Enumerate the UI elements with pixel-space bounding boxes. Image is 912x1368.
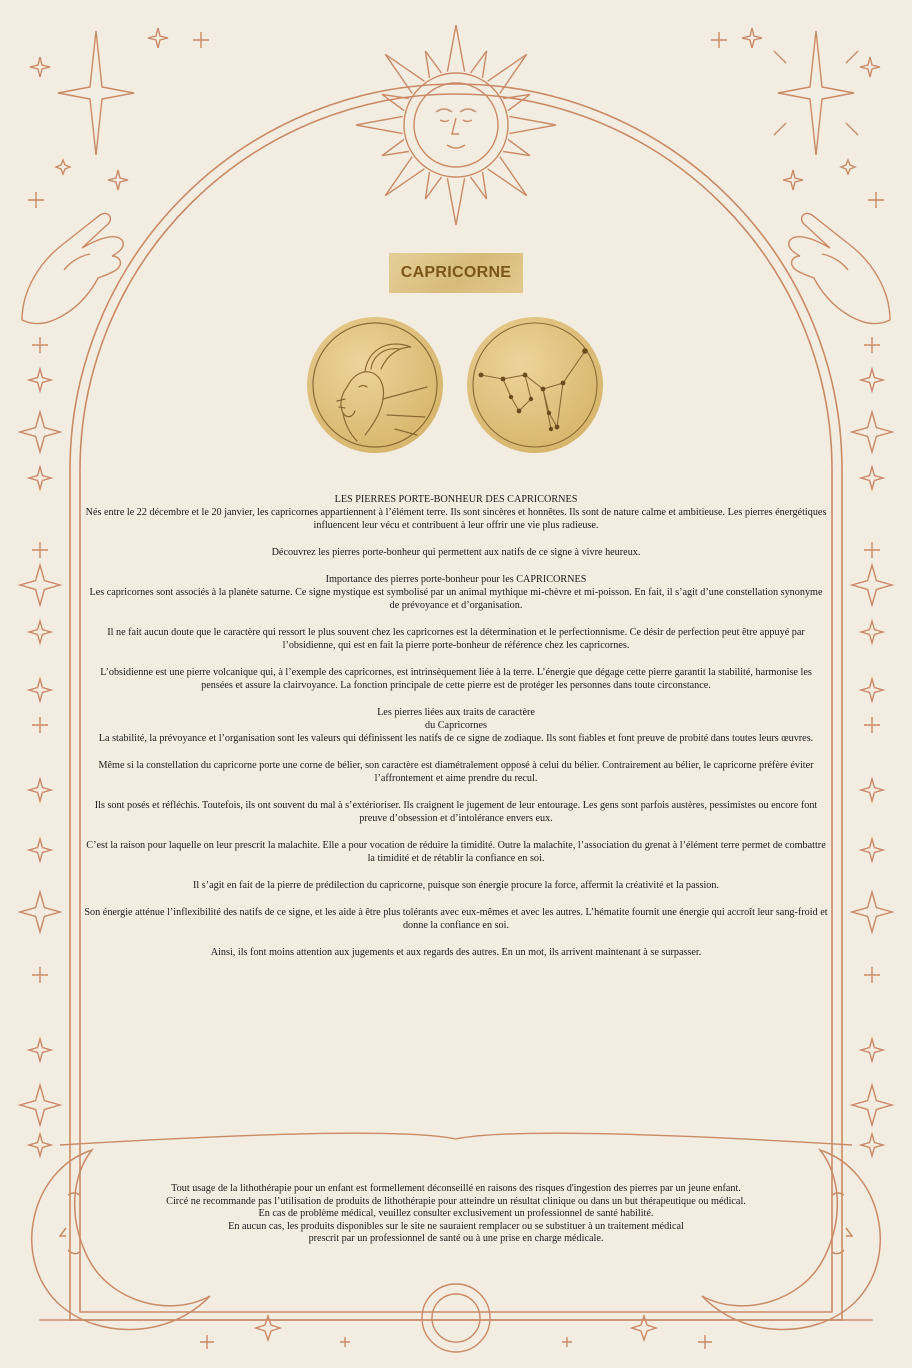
sparkle-icon: [56, 160, 70, 174]
sparkle-icon: [841, 160, 855, 174]
hand-icon: [22, 213, 123, 323]
section-11: [84, 906, 828, 932]
section-subheading: du Capricornes: [425, 720, 487, 731]
article-body: [84, 493, 828, 973]
sparkle-icon: [58, 31, 134, 155]
sparkle-icon: [852, 565, 892, 605]
disclaimer-line: prescrit par un professionnel de santé ou à une prise en charge médicale.: [308, 1233, 604, 1245]
section-text: Son énergie atténue l’inflexibilité des natifs de ce signe, et les aide à être plus tolérants avec eux-mêmes et avec les autres. L’hématite fournit une énergie qui accroît leur sang-froid et donne la confiance en soi.: [84, 907, 828, 931]
sparkle-icon: [861, 467, 883, 489]
sparkle-icon: [108, 170, 128, 190]
sparkle-icon: [861, 679, 883, 701]
ibex-icon: [307, 317, 443, 453]
constellation-icon: [467, 317, 603, 453]
section-3: [84, 573, 828, 612]
hand-icon: [789, 213, 890, 323]
ibex-medal: [307, 317, 443, 453]
section-text: L’obsidienne est une pierre volcanique qui, à l’exemple des capricornes, est intrinsèquement liée à la terre. L’énergie que dégage cette pierre garantit la stabilité, harmonise les pensées et assure la clairvoyance. La fonction principale de cette pierre est de protéger les personnes dans toute circonstance.: [100, 667, 812, 691]
sparkle-icon: [32, 967, 48, 983]
sparkle-icon: [860, 57, 880, 77]
sparkle-icon: [864, 717, 880, 733]
sparkle-icon: [29, 467, 51, 489]
sparkle-icon: [32, 717, 48, 733]
sun-icon: [356, 25, 556, 225]
section-10: [84, 879, 828, 892]
section-text: Nés entre le 22 décembre et le 20 janvier, les capricornes appartiennent à l’élément terre. Ils sont sincères et honnêtes. Ils sont de nature calme et ambitieuse. Les pierres énergétiques influencent leur vécu et contribuent à leur offrir une vie plus radieuse.: [85, 507, 827, 531]
disclaimer-line: En aucun cas, les produits disponibles sur le site ne sauraient remplacer ou se substituer à un traitement médical: [228, 1220, 684, 1232]
section-6: [84, 706, 828, 745]
title-badge: [389, 253, 523, 293]
sparkle-icon: [29, 839, 51, 861]
sparkle-icon: [29, 621, 51, 643]
disclaimer-line: En cas de problème médical, veuillez consulter exclusivement un professionnel de santé habilité.: [258, 1208, 654, 1220]
sparkle-icon: [861, 839, 883, 861]
page-title: CAPRICORNE: [400, 264, 512, 281]
section-text: La stabilité, la prévoyance et l’organisation sont les valeurs qui définissent les natifs de ce signe de zodiaque. Ils sont fiables et font preuve de probité dans toutes leurs œuvres.: [98, 733, 814, 744]
sparkle-icon: [852, 1085, 892, 1125]
sparkle-icon: [742, 28, 762, 48]
sparkle-icon: [30, 57, 50, 77]
section-8: [84, 799, 828, 825]
section-2: [84, 546, 828, 559]
section-text: Ainsi, ils font moins attention aux jugements et aux regards des autres. En un mot, ils arrivent maintenant à se surpasser.: [210, 947, 702, 958]
sparkle-icon: [29, 779, 51, 801]
sparkle-icon: [861, 621, 883, 643]
constellation-medal: [467, 317, 603, 453]
sparkle-icon: [861, 779, 883, 801]
sparkle-icon: [20, 565, 60, 605]
sparkle-icon: [864, 337, 880, 353]
sparkle-icon: [20, 892, 60, 932]
section-4: [84, 626, 828, 652]
sparkle-icon: [852, 892, 892, 932]
sparkle-icon: [32, 337, 48, 353]
sparkle-icon: [861, 1134, 883, 1156]
section-9: [84, 839, 828, 865]
sparkle-icon: [29, 369, 51, 391]
section-text: Il s’agit en fait de la pierre de prédilection du capricorne, puisque son énergie procure la force, affermit la créativité et la passion.: [192, 880, 720, 891]
disclaimer-line: Tout usage de la lithothérapie pour un enfant est formellement déconseillé en raisons des risques d'ingestion des pierres par un jeune enfant.: [171, 1183, 741, 1194]
section-text: Il ne fait aucun doute que le caractère qui ressort le plus souvent chez les capricornes est la détermination et le perfectionnisme. Ce désir de perfection peut être appuyé par l’obsidienne, qui est en fait la pierre porte-bonheur de référence chez les capricornes.: [107, 627, 805, 651]
sparkle-icon: [29, 679, 51, 701]
sparkle-icon: [864, 542, 880, 558]
section-text: Les capricornes sont associés à la planète saturne. Ce signe mystique est symbolisé par un animal mythique mi-chèvre et mi-poisson. En fait, il s’agit d’une constellation synonyme de prévoyance et d’organisation.: [89, 587, 823, 611]
sparkle-icon: [20, 412, 60, 452]
section-5: [84, 666, 828, 692]
sparkle-icon: [148, 28, 168, 48]
section-text: Même si la constellation du capricorne porte une corne de bélier, son caractère est diamétralement opposé à celui du bélier. Contrairement au bélier, le capricorne préfère éviter l’affrontement et aime prendre du recul.: [98, 760, 814, 784]
section-text: C’est la raison pour laquelle on leur prescrit la malachite. Elle a pour vocation de réduire la timidité. Outre la malachite, l’association du grenat à l’élément terre permet de combattre la timidité et de rétablir la confiance en soi.: [86, 840, 826, 864]
section-text: Ils sont posés et réfléchis. Toutefois, ils ont souvent du mal à s’extérioriser. Ils craignent le jugement de leur entourage. Les gens sont parfois austères, pessimistes ou encore font preuve d’obsession et d’intolérance envers eux.: [94, 800, 818, 824]
sparkle-icon: [861, 1039, 883, 1061]
sparkle-icon: [861, 369, 883, 391]
section-7: [84, 759, 828, 785]
disclaimer-line: Circé ne recommande pas l’utilisation de produits de lithothérapie pour atteindre un résultat clinique ou dans un but thérapeutique ou médical.: [166, 1195, 746, 1207]
sparkle-icon: [864, 967, 880, 983]
section-12: [84, 946, 828, 959]
sparkle-icon: [783, 170, 803, 190]
sparkle-icon: [29, 1134, 51, 1156]
disclaimer: [120, 1183, 792, 1246]
section-heading: Importance des pierres porte-bonheur pour les CAPRICORNES: [325, 574, 587, 585]
section-heading: Les pierres liées aux traits de caractère: [377, 707, 535, 718]
sparkle-icon: [29, 1039, 51, 1061]
section-1: [84, 493, 828, 532]
sparkle-icon: [852, 412, 892, 452]
sparkle-icon: [774, 31, 858, 155]
sparkle-icon: [20, 1085, 60, 1125]
section-heading: LES PIERRES PORTE-BONHEUR DES CAPRICORNES: [334, 494, 578, 505]
sparkle-icon: [32, 542, 48, 558]
section-text: Découvrez les pierres porte-bonheur qui permettent aux natifs de ce signe à vivre heureux.: [271, 547, 641, 558]
